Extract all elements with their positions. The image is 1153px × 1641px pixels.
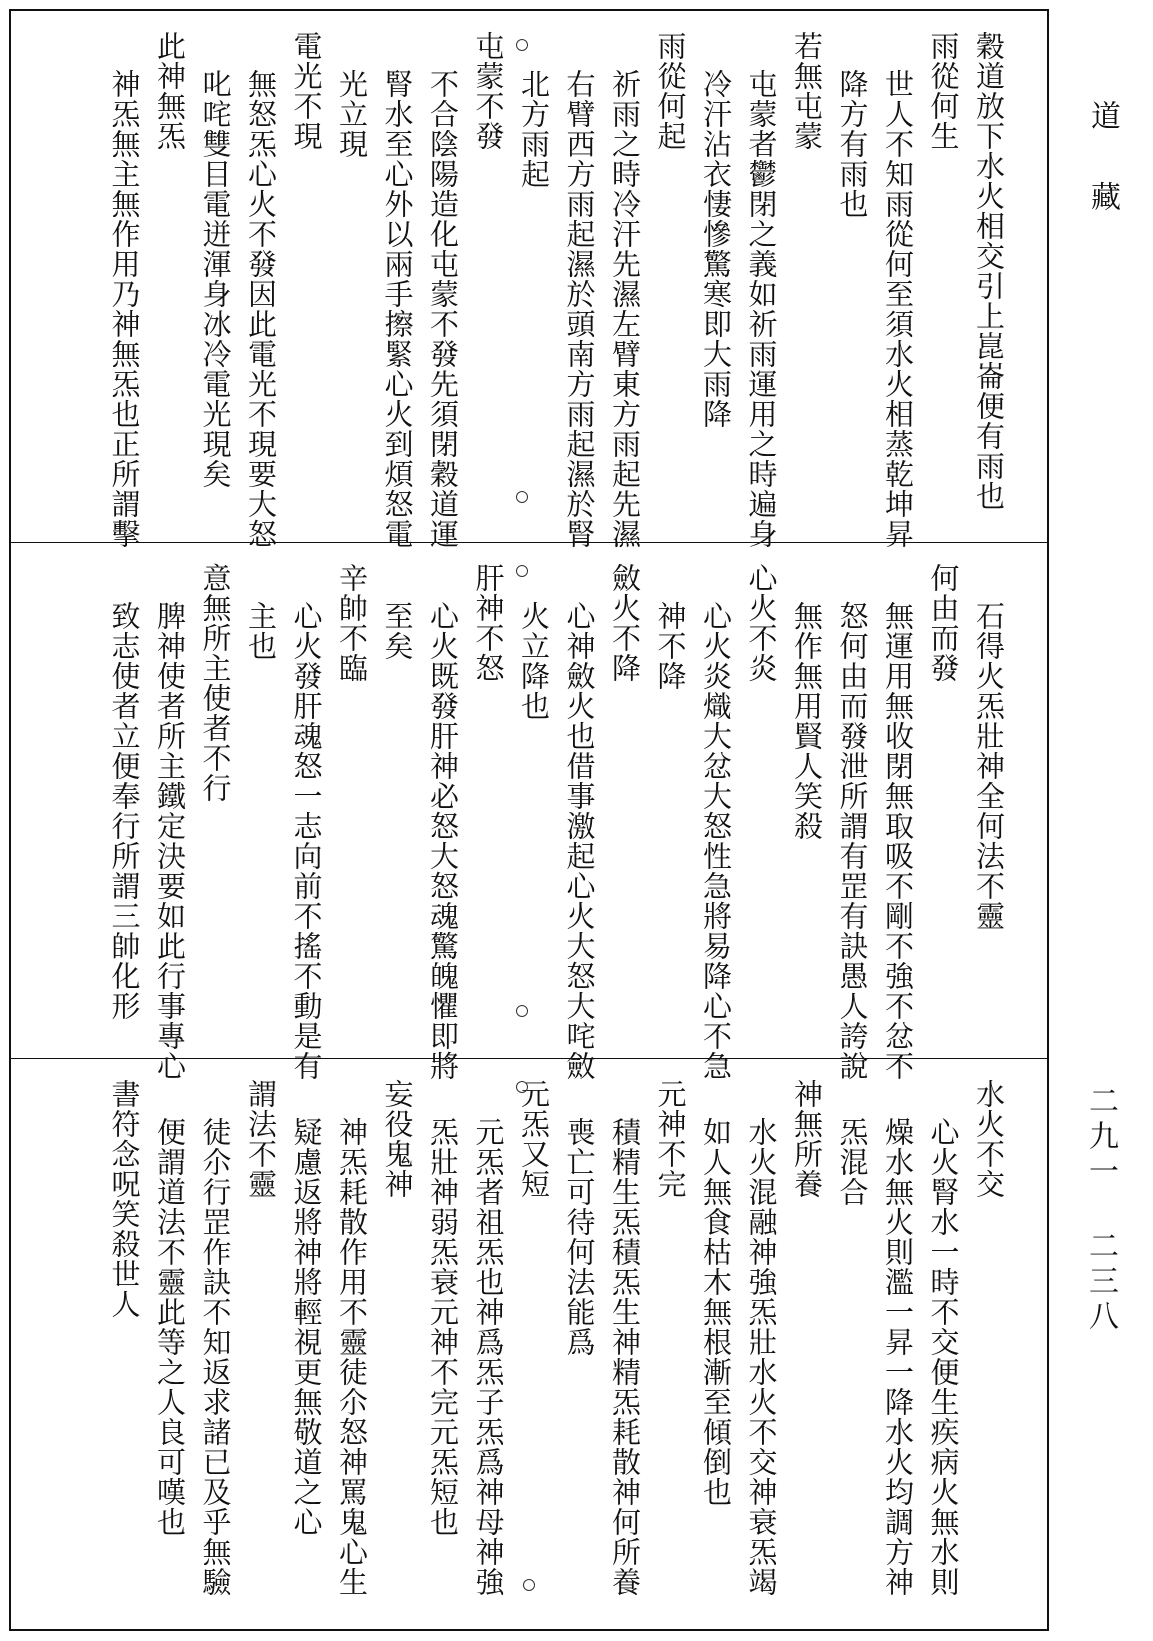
text-column: 水火混融神強炁壯水火不交神衰炁竭 — [744, 1117, 779, 1597]
text-column: 神不降 — [653, 601, 688, 691]
text-column: 祈雨之時冷汗先濕左臂東方雨起先濕 — [608, 69, 642, 549]
text-column: 腎水至心外以兩手擦緊心火到煩怒電 — [380, 69, 415, 549]
text-column: 心神斂火也借事激起心火大怒大咤斂 — [562, 601, 597, 1081]
circle-mark-icon — [516, 565, 528, 577]
text-column: 疑慮返將神將輕視更無敬道之心 — [289, 1117, 324, 1537]
text-panel-top — [11, 11, 1047, 549]
circle-mark-icon — [516, 39, 528, 51]
text-column: 斂火不降 — [608, 563, 642, 683]
text-column: 肝神不怒 — [471, 563, 506, 683]
text-column: 心火發肝魂怒一志向前不搖不動是有 — [289, 601, 324, 1081]
text-column: 水火不交 — [972, 1079, 1006, 1199]
text-column: 無怒炁心火不發因此電光不現要大怒 — [244, 69, 278, 549]
text-column: 意無所主使者不行 — [198, 563, 233, 803]
text-column: 右臂西方雨起濕於頭南方雨起濕於腎 — [562, 69, 597, 549]
text-column: 書符念呪笑殺世人 — [107, 1079, 142, 1319]
text-column: 主也 — [244, 601, 278, 661]
text-column: 無運用無收閉無取吸不剛不強不忿不 — [881, 601, 915, 1081]
text-column: 徒尒行罡作訣不知返求諸已及乎無驗 — [198, 1117, 233, 1597]
text-column: 如人無食枯木無根漸至傾倒也 — [699, 1117, 733, 1507]
text-column: 心火不炎 — [744, 563, 779, 683]
text-panel-bottom — [11, 1059, 1047, 1629]
text-column: 謂法不靈 — [244, 1079, 278, 1199]
text-column: 元神不完 — [653, 1079, 688, 1199]
text-column: 若無屯蒙 — [790, 31, 824, 151]
text-column: 雨從何生 — [926, 31, 961, 151]
text-column: 神無所養 — [790, 1079, 824, 1199]
text-column: 致志使者立便奉行所謂三帥化形 — [107, 601, 142, 1021]
circle-mark-icon — [516, 491, 528, 503]
text-column: 穀道放下水火相交引上崑崙便有雨也 — [972, 31, 1006, 511]
text-column: 何由而發 — [926, 563, 961, 683]
text-column: 燥水無火則濫一昇一降水火均調方神 — [881, 1117, 915, 1597]
text-column: 炁混合 — [835, 1117, 870, 1207]
text-column: 不合陰陽造化屯蒙不發先須閉穀道運 — [426, 69, 460, 549]
text-column: 降方有雨也 — [835, 69, 870, 219]
page-number: 二九一 二三八 — [1083, 1085, 1118, 1335]
text-column: 炁壯神弱炁衰元神不完元炁短也 — [426, 1117, 460, 1537]
circle-mark-icon — [523, 1579, 535, 1591]
text-column: 積精生炁積炁生神精炁耗散神何所養 — [608, 1117, 642, 1597]
text-column: 雨從何起 — [653, 31, 688, 151]
text-column: 屯蒙者鬱閉之義如祈雨運用之時遍身 — [744, 69, 779, 549]
circle-mark-icon — [516, 1081, 528, 1093]
text-column: 無作無用賢人笑殺 — [790, 601, 824, 841]
text-column: 脾神使者所主鐵定決要如此行事專心 — [153, 601, 187, 1081]
text-column: 光立現 — [335, 69, 369, 159]
text-column: 元炁者祖炁也神爲炁子炁爲神母神強 — [471, 1117, 506, 1597]
text-column: 心火腎水一時不交便生疾病火無水則 — [926, 1117, 961, 1597]
text-column: 心火既發肝神必怒大怒魂驚魄懼即將 — [426, 601, 460, 1081]
text-column: 妄役鬼神 — [380, 1079, 415, 1199]
text-column: 喪亡可待何法能爲 — [562, 1117, 597, 1357]
text-column: 神炁無主無作用乃神無炁也正所謂擊 — [107, 69, 142, 549]
text-column: 屯蒙不發 — [471, 31, 506, 151]
text-column: 此神無炁 — [153, 31, 187, 151]
text-panel-middle — [11, 543, 1047, 1081]
text-column: 電光不現 — [289, 31, 324, 151]
circle-mark-icon — [516, 1005, 528, 1017]
text-column: 心火炎熾大忿大怒性急將易降心不急 — [699, 601, 733, 1081]
text-column: 叱咤雙目電迸渾身冰冷電光現矣 — [198, 69, 233, 489]
text-column: 北方雨起 — [517, 69, 551, 189]
text-column: 火立降也 — [517, 601, 551, 721]
collection-title: 道 藏 — [1085, 100, 1120, 219]
text-column: 至矣 — [380, 601, 415, 661]
text-column: 世人不知雨從何至須水火相蒸乾坤昇 — [881, 69, 915, 549]
text-column: 便謂道法不靈此等之人良可嘆也 — [153, 1117, 187, 1537]
text-column: 元炁又短 — [517, 1079, 551, 1199]
text-column: 怒何由而發泄所謂有罡有訣愚人誇說 — [835, 601, 870, 1081]
text-column: 石得火炁壯神全何法不靈 — [972, 601, 1006, 931]
text-column: 冷汗沾衣悽慘驚寒即大雨降 — [699, 69, 733, 429]
page-frame — [9, 9, 1049, 1631]
text-column: 辛帥不臨 — [335, 563, 369, 683]
text-column: 神炁耗散作用不靈徒尒怒神罵鬼心生 — [335, 1117, 369, 1597]
